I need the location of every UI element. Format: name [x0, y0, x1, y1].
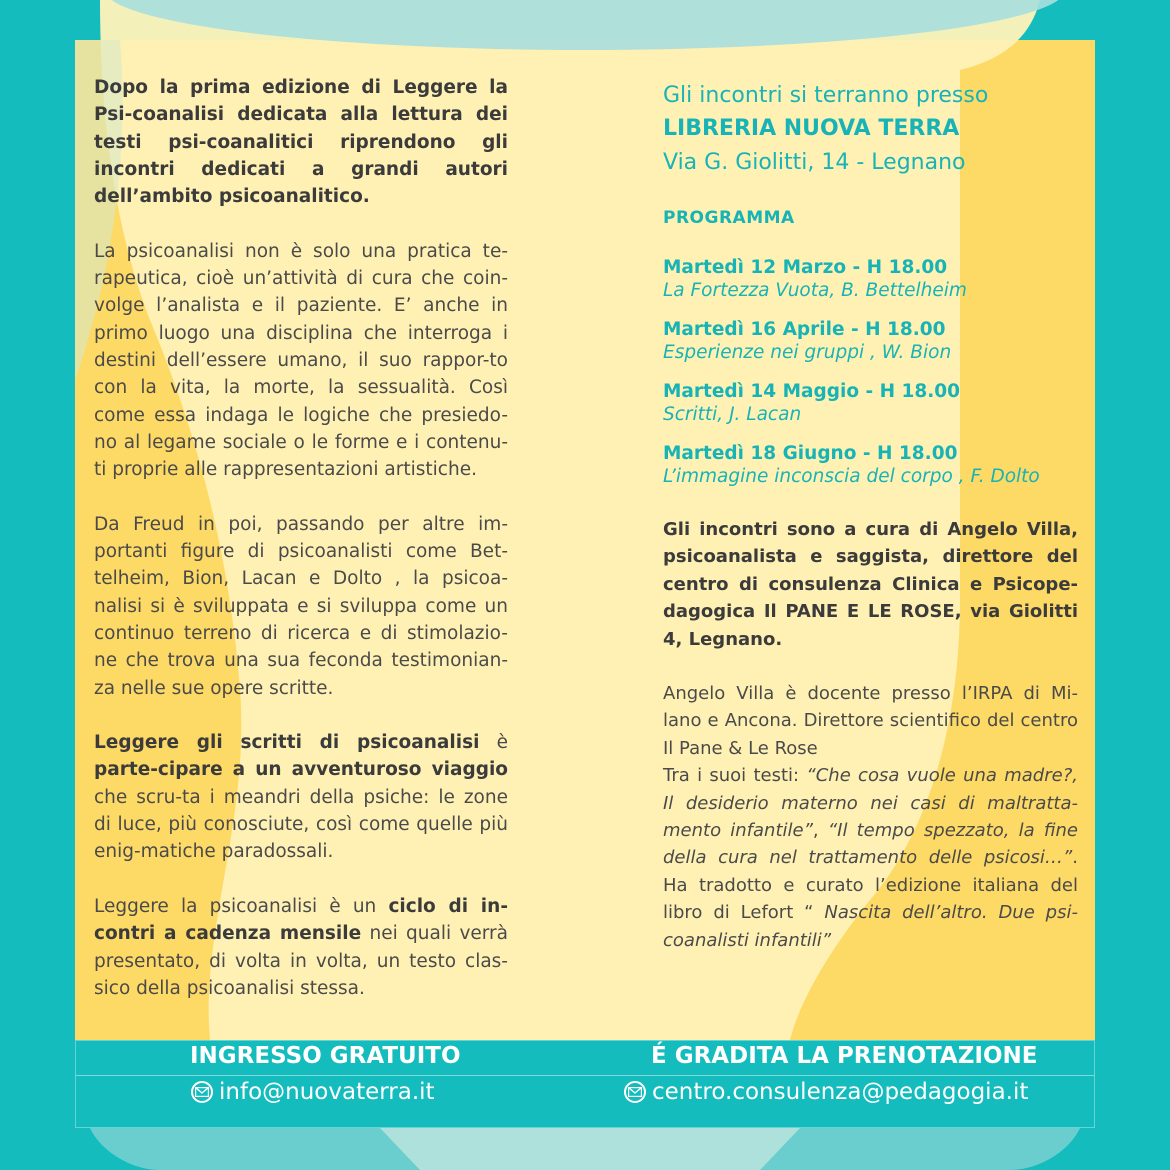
footer-divider	[76, 1075, 1094, 1076]
program-title: PROGRAMMA	[663, 208, 795, 228]
event-date: Martedì 14 Maggio - H 18.00	[663, 381, 961, 402]
event-title: La Fortezza Vuota, B. Bettelheim	[663, 280, 967, 301]
free-entry-heading: INGRESSO GRATUITO	[190, 1043, 461, 1069]
intro-paragraph-4: Leggere la psicoanalisi è un ciclo di in-contri a cadenza mensile nei quali verrà presentato, di volta in volta, un testo clas-sico della psicoanalisi stessa.	[94, 895, 509, 999]
venue-intro: Gli incontri si terranno presso	[663, 83, 989, 108]
booking-heading: É GRADITA LA PRENOTAZIONE	[651, 1043, 1038, 1069]
event-title: L’immagine inconscia del corpo , F. Dolto	[663, 466, 1040, 487]
envelope-icon	[191, 1081, 213, 1103]
author-bio: Angelo Villa è docente presso l’IRPA di Mi-lano e Ancona. Direttore scientifico del centro Il Pane & Le Rose Tra i suoi testi: “Che cosa vuole una madre?, Il desiderio materno nei casi di maltratta-mento infantile”, “Il tempo spezzato, la fine della cura nel trattamento delle psicosi…”. Ha tradotto e curato l’edizione italiana del libro di Lefort “ Nascita dell’altro. Due psi-coanalisti infantili”	[663, 683, 1078, 951]
event-date: Martedì 16 Aprile - H 18.00	[663, 319, 946, 340]
program-event	[663, 256, 1078, 302]
info-column	[663, 80, 1078, 954]
footer-bar	[75, 1040, 1095, 1128]
intro-paragraph-2: Da Freud in poi, passando per altre im-portanti figure di psicoanalisti come Bet-telheim, Bion, Lacan e Dolto , la psicoa-nalisi si è sviluppata e si sviluppa come un continuo terreno di ricerca e di stimolazio-ne che trova una sua feconda testimonian-za nelle sue opere scritte.	[94, 513, 508, 699]
intro-column	[94, 74, 508, 1029]
bookshop-email[interactable]	[191, 1079, 435, 1105]
curator-text: Gli incontri sono a cura di Angelo Villa, psicoanalista e saggista, direttore del centro di consulenza Clinica e Psicope-dagogica Il PANE E LE ROSE, via Giolitti 4, Legnano.	[663, 519, 1078, 650]
intro-paragraph-3: Leggere gli scritti di psicoanalisi è parte-cipare a un avventuroso viaggio che scru-ta i meandri della psiche: le zone di luce, più conosciute, così come quelle più enig-matiche paradossali.	[94, 732, 508, 863]
bookshop-email-text[interactable]: info@nuovaterra.it	[219, 1079, 435, 1105]
program-event	[663, 380, 1078, 426]
event-title: Esperienze nei gruppi , W. Bion	[663, 342, 952, 363]
event-date: Martedì 12 Marzo - H 18.00	[663, 257, 948, 278]
program-event	[663, 318, 1078, 364]
centre-email-text[interactable]: centro.consulenza@pedagogia.it	[652, 1079, 1029, 1105]
centre-email[interactable]	[624, 1079, 1028, 1105]
program-event	[663, 442, 1078, 488]
envelope-icon	[624, 1081, 646, 1103]
intro-lead: Dopo la prima edizione di Leggere la Psi-coanalisi dedicata alla lettura dei testi psi-coanalitici riprendono gli incontri dedicati a grandi autori dell’ambito psicoanalitico.	[94, 77, 508, 208]
event-date: Martedì 18 Giugno - H 18.00	[663, 443, 958, 464]
venue-name: LIBRERIA NUOVA TERRA	[663, 116, 960, 141]
venue-address: Via G. Giolitti, 14 - Legnano	[663, 150, 966, 175]
intro-paragraph-1: La psicoanalisi non è solo una pratica te-rapeutica, cioè un’attività di cura che coin-volge l’analista e il paziente. E’ anche in primo luogo una disciplina che interroga i destini dell’essere umano, il suo rappor-to con la vita, la morte, la sessualità. Così come essa indaga le logiche che presiedo-no al legame sociale o le forme e i contenu-ti proprie alle rappresentazioni artistiche.	[94, 240, 508, 481]
event-title: Scritti, J. Lacan	[663, 404, 802, 425]
